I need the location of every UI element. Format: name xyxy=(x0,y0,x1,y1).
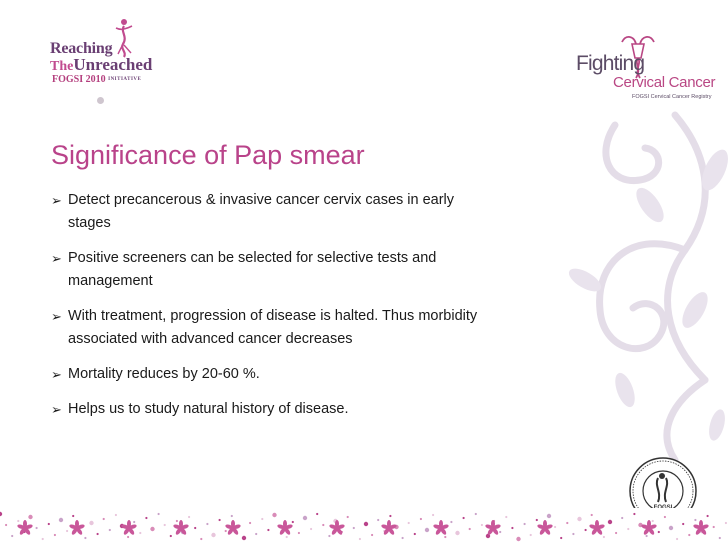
border-dot xyxy=(292,521,294,523)
border-dot xyxy=(572,533,574,535)
border-dot xyxy=(713,526,715,528)
border-dot xyxy=(414,533,416,535)
border-dot xyxy=(475,513,477,515)
border-dot xyxy=(211,533,215,537)
fighting-cervical-cancer-logo xyxy=(570,32,720,107)
border-dot xyxy=(206,523,208,525)
border-dot xyxy=(322,524,324,526)
bullet-text: Mortality reduces by 20-60 %. xyxy=(68,366,260,382)
border-dot xyxy=(267,529,269,531)
border-dot xyxy=(359,538,361,540)
border-dot xyxy=(188,516,190,518)
border-dot xyxy=(103,518,105,520)
arrow-bullet-icon: ➢ xyxy=(51,309,62,324)
border-dot xyxy=(524,523,526,525)
border-dot xyxy=(481,524,483,526)
border-dot xyxy=(200,538,202,540)
border-dot xyxy=(164,524,166,526)
border-dot xyxy=(627,528,629,530)
border-dot xyxy=(408,522,410,524)
border-dot xyxy=(347,516,349,518)
border-dot xyxy=(725,522,727,524)
border-dot xyxy=(170,535,172,537)
border-dot xyxy=(676,538,678,540)
border-dot xyxy=(36,527,38,529)
logo-right-line1: Fighting xyxy=(576,52,645,75)
border-dot xyxy=(286,536,288,538)
border-dot xyxy=(585,529,587,531)
border-dot xyxy=(66,530,68,532)
arrow-bullet-icon: ➢ xyxy=(51,367,62,382)
border-dot xyxy=(225,530,227,532)
border-dot xyxy=(547,514,551,518)
border-dot xyxy=(150,527,154,531)
border-dot xyxy=(54,534,56,536)
border-dot xyxy=(139,532,141,534)
arrow-bullet-icon: ➢ xyxy=(51,193,62,208)
border-dot xyxy=(261,518,263,520)
border-dot xyxy=(316,513,318,515)
border-dot xyxy=(688,534,690,536)
border-dot xyxy=(133,521,135,523)
border-dot xyxy=(463,517,465,519)
border-dot xyxy=(97,533,99,535)
border-dot xyxy=(432,514,434,516)
border-dot xyxy=(42,538,44,540)
border-dot xyxy=(5,524,7,526)
border-dot xyxy=(298,532,300,534)
border-dot xyxy=(469,528,471,530)
border-dot xyxy=(425,528,429,532)
border-dot xyxy=(89,521,93,525)
border-dot xyxy=(499,531,501,533)
decorative-dot xyxy=(97,97,104,104)
border-dot xyxy=(444,536,446,538)
border-dot xyxy=(707,515,709,517)
logo-left-line2 xyxy=(50,55,152,75)
border-dot xyxy=(115,514,117,516)
border-dot xyxy=(194,527,196,529)
border-dot xyxy=(48,523,50,525)
arrow-bullet-icon: ➢ xyxy=(51,402,62,417)
arrow-bullet-icon: ➢ xyxy=(51,251,62,266)
border-dot xyxy=(577,517,581,521)
border-dot xyxy=(17,520,19,522)
border-dot xyxy=(84,537,86,539)
border-dot xyxy=(608,520,612,524)
logo-left-initiative: INITIATIVE xyxy=(108,77,142,83)
slide-title: Significance of Pap smear xyxy=(51,140,365,170)
border-dot xyxy=(249,522,251,524)
logo-right-line2: Cervical Cancer xyxy=(613,74,716,91)
border-dot xyxy=(694,519,696,521)
bullet-text: Helps us to study natural history of disease. xyxy=(68,401,349,417)
border-dot xyxy=(364,522,368,526)
border-dot xyxy=(536,519,538,521)
border-dot xyxy=(719,537,721,539)
border-dot xyxy=(511,527,513,529)
border-dot xyxy=(591,514,593,516)
border-dot xyxy=(242,536,246,540)
border-dot xyxy=(615,532,617,534)
border-dot xyxy=(109,529,111,531)
border-dot xyxy=(72,515,74,517)
border-dot xyxy=(450,521,452,523)
bullet-text: With treatment, progression of disease is halted. Thus morbidity associated with advanced cancer decreases xyxy=(68,308,478,347)
border-dot xyxy=(377,519,379,521)
border-dot xyxy=(658,531,660,533)
logo-left-line3 xyxy=(52,74,141,85)
logo-left-unreached: Unreached xyxy=(73,55,153,74)
logo-left-the: The xyxy=(50,59,74,74)
border-dot xyxy=(303,516,307,520)
logo-left-line1: Reaching xyxy=(50,40,113,57)
border-dot xyxy=(255,533,257,535)
bullet-text: Detect precancerous & invasive cancer cervix cases in early stages xyxy=(68,192,455,231)
border-dot xyxy=(530,534,532,536)
border-dot xyxy=(516,537,520,541)
bullet-text: Positive screeners can be selected for selective tests and management xyxy=(68,250,437,289)
border-dot xyxy=(158,513,160,515)
border-dot xyxy=(353,527,355,529)
border-dot xyxy=(127,536,129,538)
border-dot xyxy=(176,520,178,522)
border-dot xyxy=(328,535,330,537)
bullet-item xyxy=(51,189,491,235)
border-dot xyxy=(646,535,648,537)
border-dot xyxy=(682,523,684,525)
bullet-item xyxy=(51,363,491,386)
border-dot xyxy=(402,537,404,539)
border-dot xyxy=(28,515,32,519)
border-dot xyxy=(633,513,635,515)
border-dot xyxy=(389,515,391,517)
bullet-item xyxy=(51,247,491,293)
bullet-item xyxy=(51,398,491,421)
border-dot xyxy=(664,516,666,518)
border-dot xyxy=(59,518,63,522)
border-dot xyxy=(505,516,507,518)
border-dot xyxy=(652,520,654,522)
bullet-item xyxy=(51,305,491,351)
border-dot xyxy=(566,522,568,524)
border-dot xyxy=(603,536,605,538)
border-dot xyxy=(231,515,233,517)
border-dot xyxy=(560,537,562,539)
border-dot xyxy=(455,531,459,535)
floral-border-band xyxy=(0,508,728,546)
dancing-figure-icon xyxy=(112,18,136,58)
floral-flourish-icon xyxy=(555,110,728,470)
border-dot xyxy=(145,517,147,519)
border-dot xyxy=(272,513,276,517)
logo-right-line3: FOGSI Cervical Cancer Registry xyxy=(632,94,712,100)
border-dot xyxy=(371,534,373,536)
logo-left-fogsi: FOGSI 2010 xyxy=(52,74,106,85)
border-dot xyxy=(621,517,623,519)
bullet-list xyxy=(51,189,491,433)
border-dot xyxy=(11,535,13,537)
border-dot xyxy=(669,526,673,530)
border-dot xyxy=(310,528,312,530)
border-dot xyxy=(420,518,422,520)
reaching-unreached-logo xyxy=(44,18,174,88)
border-dot xyxy=(554,526,556,528)
border-dot xyxy=(219,519,221,521)
